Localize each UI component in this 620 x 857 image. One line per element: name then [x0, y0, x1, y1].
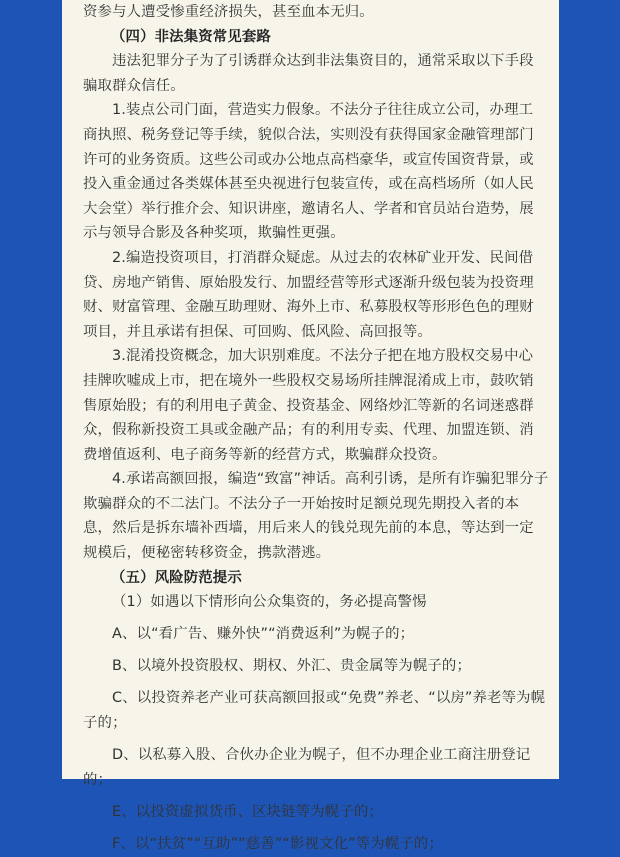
list-item: D、以私募入股、合伙办企业为幌子，但不办理企业工商注册登记	[112, 747, 531, 764]
list-item: 子的；	[83, 715, 127, 732]
paragraph-4	[83, 467, 549, 565]
paragraph-line: 项目，并且承诺有担保、可回购、低风险、高回报等。	[83, 323, 432, 340]
list-item: 的；	[83, 772, 113, 789]
list-item: A、以“看广告、赚外快”“消费返利”为幌子的；	[112, 626, 415, 643]
list-item: E、以投资虚拟货币、区块链等为幌子的；	[112, 804, 383, 821]
paragraph-line: 费增值返利、电子商务等新的经营方式，欺骗群众投资。	[83, 446, 447, 463]
paragraph-3	[83, 344, 543, 467]
risk-tips	[83, 590, 546, 857]
article-body	[83, 0, 549, 857]
paragraph-line: 规模后，便秘密转移资金，携款潜逃。	[83, 545, 331, 562]
section5-heading: （五）风险防范提示	[111, 569, 242, 586]
section4-heading: （四）非法集资常见套路	[111, 28, 271, 45]
subheading: （1）如遇以下情形向公众集资的，务必提高警惕	[112, 594, 427, 611]
paragraph-1	[83, 98, 543, 246]
paragraph-line: 示与领导合影及各种奖项，欺骗性更强。	[83, 225, 345, 242]
paragraph-line: 息，然后是拆东墙补西墙，用后来人的钱兑现先前的本息，等达到一定	[83, 520, 534, 537]
paragraph-line: 3.混淆投资概念，加大识别难度。不法分子把在地方股权交易中心	[112, 348, 534, 365]
paragraph-line: 欺骗群众的不二法门。不法分子一开始按时足额兑现先期投入者的本	[83, 495, 520, 512]
list-item: F、以“扶贫”“互助”“慈善”“影视文化”等为幌子的；	[112, 836, 444, 853]
paragraph-line: 2.编造投资项目，打消群众疑虑。从过去的农林矿业开发、民间借	[112, 249, 534, 266]
paragraph-line: 贷、房地产销售、原始股发行、加盟经营等形式逐渐升级包装为投资理	[83, 274, 534, 291]
intro-paragraph	[83, 49, 543, 98]
paragraph-2	[83, 246, 543, 344]
paragraph-line: 大会堂）举行推介会、知识讲座，邀请名人、学者和官员站台造势，展	[83, 200, 534, 217]
list-item: B、以境外投资股权、期权、外汇、贵金属等为幌子的；	[112, 658, 471, 675]
paragraph-line: 1.装点公司门面，营造实力假象。不法分子往往成立公司，办理工	[112, 102, 534, 119]
list-item: C、以投资养老产业可获高额回报或“免费”养老、“以房”养老等为幌	[112, 690, 546, 707]
intro-line: 骗取群众信任。	[83, 77, 185, 94]
paragraph-line: 商执照、税务登记等手续，貌似合法，实则没有获得国家金融管理部门	[83, 126, 534, 143]
paragraph-line: 财、财富管理、金融互助理财、海外上市、私募股权等形形色色的理财	[83, 299, 534, 316]
paragraph-line: 许可的业务资质。这些公司或办公地点高档豪华，或宣传国资背景，或	[83, 151, 534, 168]
top-line: 资参与人遭受惨重经济损失，甚至血本无归。	[83, 4, 374, 20]
paragraph-line: 投入重金通过各类媒体甚至央视进行包装宣传，或在高档场所（如人民	[83, 176, 534, 193]
paragraph-line: 挂牌吹嘘成上市，把在境外一些股权交易场所挂牌混淆成上市，鼓吹销	[83, 372, 534, 389]
paragraph-line: 4.承诺高额回报，编造“致富”神话。高利引诱，是所有诈骗犯罪分子	[112, 471, 549, 488]
intro-line: 违法犯罪分子为了引诱群众达到非法集资目的，通常采取以下手段	[112, 53, 534, 70]
paragraph-line: 众，假称新投资工具或金融产品；有的利用专卖、代理、加盟连锁、消	[83, 422, 534, 439]
paragraph-line: 售原始股；有的利用电子黄金、投资基金、网络炒汇等新的名词迷惑群	[83, 397, 534, 414]
